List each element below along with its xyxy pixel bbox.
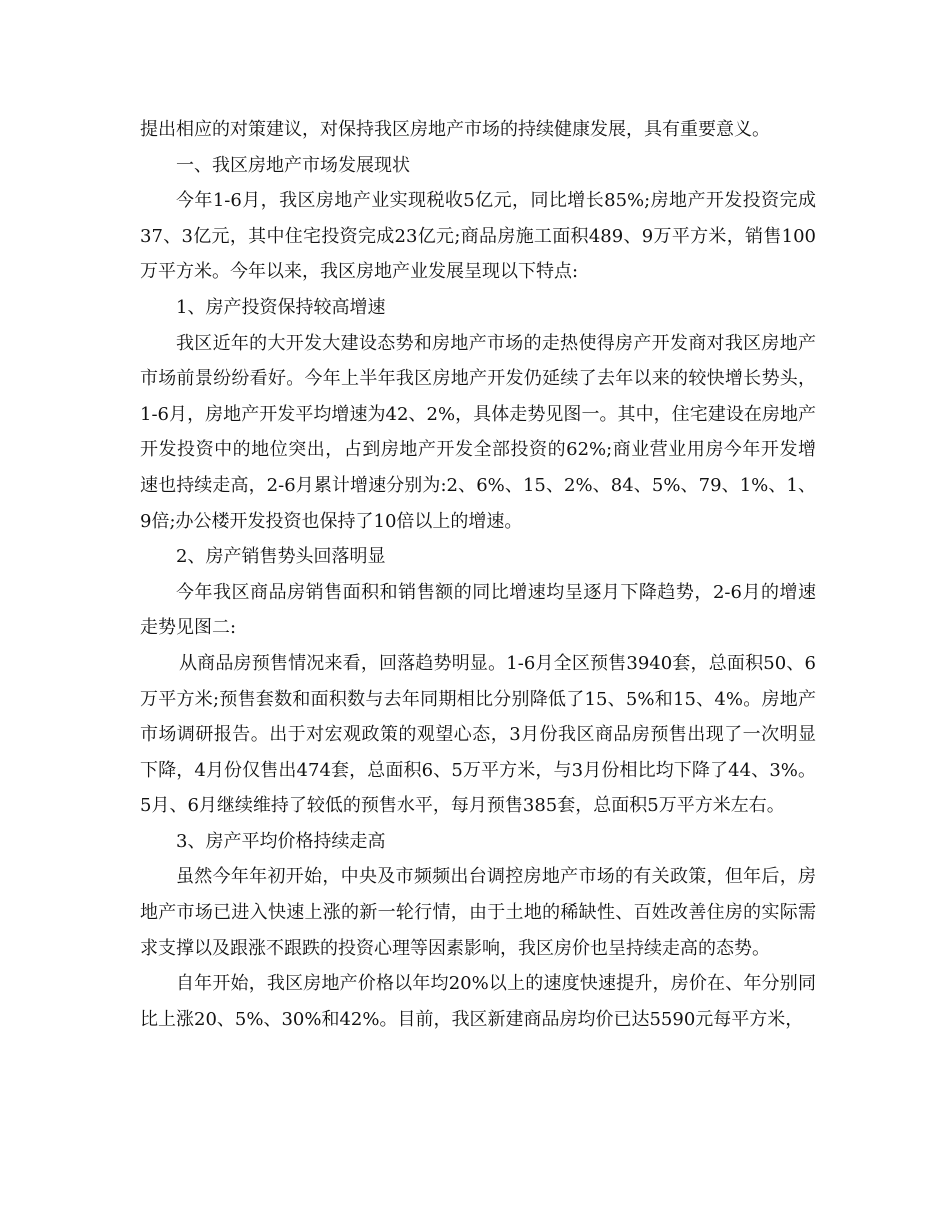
paragraph-intro-continuation: 提出相应的对策建议，对保持我区房地产市场的持续健康发展，具有重要意义。 <box>140 119 770 140</box>
subheading-price-rise: 3、房产平均价格持续走高 <box>176 830 386 852</box>
document-body <box>140 112 816 1037</box>
paragraph-price-growth: 自年开始，我区房地产价格以年均20%以上的速度快速提升，房价在、年分别同比上涨20、5%、30%和42%。目前，我区新建商品房均价已达5590元每平方米， <box>140 973 816 1030</box>
paragraph-overview: 今年1-6月，我区房地产业实现税收5亿元，同比增长85%;房地产开发投资完成37、3亿元，其中住宅投资完成23亿元;商品房施工面积489、9万平方米，销售100万平方米。今年以来，我区房地产业发展呈现以下特点: <box>140 190 816 283</box>
paragraph-investment: 我区近年的大开发大建设态势和房地产市场的走热使得房产开发商对我区房地产市场前景纷纷看好。今年上半年我区房地产开发仍延续了去年以来的较快增长势头，1-6月，房地产开发平均增速为42、2%，具体走势见图一。其中，住宅建设在房地产开发投资中的地位突出，占到房地产开发全部投资的62%;商业营业用房今年开发增速也持续走高，2-6月累计增速分别为:2、6%、15、2%、84、5%、79、1%、1、9倍;办公楼开发投资也保持了10倍以上的增速。 <box>140 332 816 532</box>
paragraph-policy: 虽然今年年初开始，中央及市频频出台调控房地产市场的有关政策，但年后，房地产市场已进入快速上涨的新一轮行情，由于土地的稀缺性、百姓改善住房的实际需求支撑以及跟涨不跟跌的投资心理等因素影响，我区房价也呈持续走高的态势。 <box>140 866 816 959</box>
section-heading-market-status: 一、我区房地产市场发展现状 <box>176 154 410 176</box>
subheading-sales-decline: 2、房产销售势头回落明显 <box>176 546 386 568</box>
subheading-investment-growth: 1、房产投资保持较高增速 <box>176 296 386 318</box>
paragraph-presale: 从商品房预售情况来看，回落趋势明显。1-6月全区预售3940套，总面积50、6万平方米;预售套数和面积数与去年同期相比分别降低了15、5%和15、4%。房地产市场调研报告。出于对宏观政策的观望心态，3月份我区商品房预售出现了一次明显下降，4月份仅售出474套，总面积6、5万平方米，与3月份相比均下降了44、3%。5月、6月继续维持了较低的预售水平，每月预售385套，总面积5万平方米左右。 <box>140 652 816 817</box>
paragraph-sales-trend: 今年我区商品房销售面积和销售额的同比增速均呈逐月下降趋势，2-6月的增速走势见图二: <box>140 581 816 639</box>
